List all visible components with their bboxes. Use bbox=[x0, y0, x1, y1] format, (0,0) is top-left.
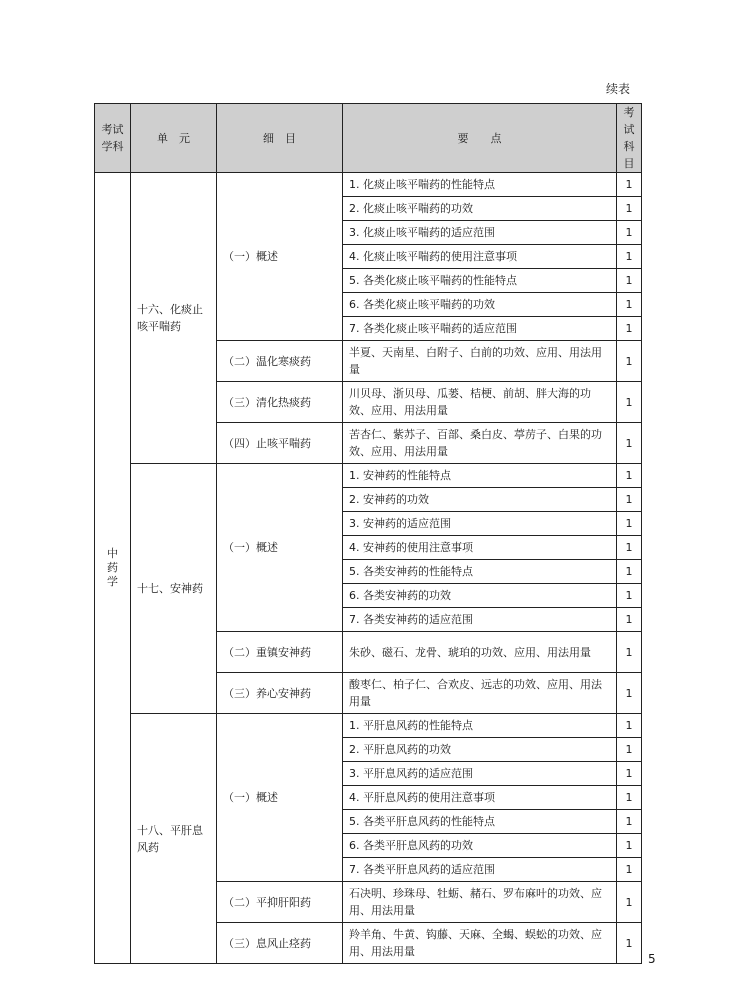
point-cell bbox=[343, 317, 617, 341]
header-unit: 单 元 bbox=[131, 104, 217, 173]
point-cell-text: 6. 各类安神药的功效 bbox=[349, 589, 451, 602]
exam-cell bbox=[617, 382, 642, 423]
exam-cell-text: 1 bbox=[625, 395, 633, 409]
point-cell bbox=[343, 738, 617, 762]
point-cell bbox=[343, 512, 617, 536]
exam-cell bbox=[617, 786, 642, 810]
point-cell bbox=[343, 464, 617, 488]
point-cell bbox=[343, 786, 617, 810]
exam-cell-text: 1 bbox=[625, 178, 633, 191]
unit-cell-text: 十七、安神药 bbox=[137, 582, 203, 595]
exam-cell bbox=[617, 488, 642, 512]
point-cell-text: 7. 各类化痰止咳平喘药的适应范围 bbox=[349, 322, 517, 335]
exam-cell-text: 1 bbox=[625, 436, 633, 450]
exam-cell bbox=[617, 317, 642, 341]
exam-cell-text: 1 bbox=[625, 589, 633, 602]
exam-cell bbox=[617, 512, 642, 536]
exam-cell bbox=[617, 762, 642, 786]
point-cell bbox=[343, 882, 617, 923]
exam-cell bbox=[617, 810, 642, 834]
exam-cell-text: 1 bbox=[625, 613, 633, 626]
item-cell bbox=[217, 714, 343, 882]
unit-cell bbox=[131, 714, 217, 964]
exam-cell-text: 1 bbox=[625, 743, 633, 756]
point-cell-text: 2. 平肝息风药的功效 bbox=[349, 743, 451, 756]
item-cell-text: （一）概述 bbox=[223, 250, 278, 263]
point-cell-text: 2. 化痰止咳平喘药的功效 bbox=[349, 202, 473, 215]
point-cell-text: 5. 各类平肝息风药的性能特点 bbox=[349, 815, 495, 828]
exam-cell-text: 1 bbox=[625, 274, 633, 287]
point-cell bbox=[343, 673, 617, 714]
point-cell-text: 6. 各类平肝息风药的功效 bbox=[349, 839, 473, 852]
exam-cell-text: 1 bbox=[625, 517, 633, 530]
point-cell bbox=[343, 221, 617, 245]
exam-cell bbox=[617, 269, 642, 293]
item-cell bbox=[217, 923, 343, 964]
exam-cell bbox=[617, 221, 642, 245]
exam-cell bbox=[617, 293, 642, 317]
point-cell-text: 6. 各类化痰止咳平喘药的功效 bbox=[349, 298, 495, 311]
table-row bbox=[95, 464, 642, 488]
unit-cell bbox=[131, 173, 217, 464]
syllabus-table bbox=[94, 103, 642, 964]
exam-cell bbox=[617, 173, 642, 197]
point-cell bbox=[343, 269, 617, 293]
point-cell-text: 朱砂、磁石、龙骨、琥珀的功效、应用、用法用量 bbox=[349, 645, 591, 659]
item-cell-text: （一）概述 bbox=[223, 791, 278, 804]
page-number: 5 bbox=[648, 952, 656, 966]
exam-cell-text: 1 bbox=[625, 322, 633, 335]
point-cell bbox=[343, 245, 617, 269]
point-cell-text: 1. 安神药的性能特点 bbox=[349, 469, 451, 482]
exam-cell-text: 1 bbox=[625, 565, 633, 578]
item-cell-text: （二）平抑肝阳药 bbox=[223, 895, 311, 909]
item-cell-text: （三）清化热痰药 bbox=[223, 395, 311, 409]
exam-cell-text: 1 bbox=[625, 493, 633, 506]
point-cell-text: 半夏、天南星、白附子、白前的功效、应用、用法用量 bbox=[349, 346, 602, 376]
table-row bbox=[95, 173, 642, 197]
header-item: 细 目 bbox=[217, 104, 343, 173]
item-cell bbox=[217, 882, 343, 923]
exam-cell bbox=[617, 858, 642, 882]
exam-cell-text: 1 bbox=[625, 226, 633, 239]
point-cell-text: 4. 安神药的使用注意事项 bbox=[349, 541, 473, 554]
exam-cell bbox=[617, 608, 642, 632]
exam-cell bbox=[617, 197, 642, 221]
point-cell-text: 4. 平肝息风药的使用注意事项 bbox=[349, 791, 495, 804]
exam-cell-text: 1 bbox=[625, 863, 633, 876]
exam-cell bbox=[617, 584, 642, 608]
exam-cell-text: 1 bbox=[625, 686, 633, 700]
item-cell bbox=[217, 173, 343, 341]
header-subject: 考试 学科 bbox=[95, 104, 131, 173]
point-cell bbox=[343, 341, 617, 382]
point-cell bbox=[343, 197, 617, 221]
point-cell bbox=[343, 834, 617, 858]
exam-cell-text: 1 bbox=[625, 354, 633, 368]
point-cell-text: 1. 化痰止咳平喘药的性能特点 bbox=[349, 178, 495, 191]
point-cell bbox=[343, 762, 617, 786]
table-body bbox=[95, 173, 642, 964]
item-cell bbox=[217, 673, 343, 714]
point-cell bbox=[343, 714, 617, 738]
exam-cell bbox=[617, 882, 642, 923]
point-cell-text: 7. 各类平肝息风药的适应范围 bbox=[349, 863, 495, 876]
point-cell-text: 3. 平肝息风药的适应范围 bbox=[349, 767, 473, 780]
exam-cell-text: 1 bbox=[625, 469, 633, 482]
exam-cell-text: 1 bbox=[625, 791, 633, 804]
exam-cell-text: 1 bbox=[625, 839, 633, 852]
exam-cell-text: 1 bbox=[625, 767, 633, 780]
point-cell-text: 2. 安神药的功效 bbox=[349, 493, 429, 506]
point-cell-text: 羚羊角、牛黄、钩藤、天麻、全蝎、蜈蚣的功效、应用、用法用量 bbox=[349, 928, 602, 958]
point-cell bbox=[343, 173, 617, 197]
exam-cell-text: 1 bbox=[625, 815, 633, 828]
subject-cell bbox=[95, 173, 131, 964]
point-cell-text: 石决明、珍珠母、牡蛎、赭石、罗布麻叶的功效、应用、用法用量 bbox=[349, 887, 602, 917]
point-cell bbox=[343, 536, 617, 560]
item-cell-text: （四）止咳平喘药 bbox=[223, 436, 311, 450]
item-cell bbox=[217, 464, 343, 632]
exam-cell-text: 1 bbox=[625, 645, 633, 659]
item-cell bbox=[217, 341, 343, 382]
table-row bbox=[95, 714, 642, 738]
exam-cell bbox=[617, 673, 642, 714]
point-cell-text: 苦杏仁、紫苏子、百部、桑白皮、葶苈子、白果的功效、应用、用法用量 bbox=[349, 428, 602, 458]
point-cell-text: 1. 平肝息风药的性能特点 bbox=[349, 719, 473, 732]
point-cell-text: 3. 安神药的适应范围 bbox=[349, 517, 451, 530]
unit-cell bbox=[131, 464, 217, 714]
exam-cell bbox=[617, 341, 642, 382]
exam-cell-text: 1 bbox=[625, 719, 633, 732]
item-cell-text: （二）温化寒痰药 bbox=[223, 354, 311, 368]
unit-cell-text: 十六、化痰止咳平喘药 bbox=[137, 303, 203, 333]
point-cell bbox=[343, 382, 617, 423]
point-cell bbox=[343, 858, 617, 882]
unit-cell-text: 十八、平肝息风药 bbox=[137, 823, 203, 854]
item-cell-text: （三）养心安神药 bbox=[223, 686, 311, 700]
exam-cell bbox=[617, 632, 642, 673]
header-row bbox=[95, 104, 642, 173]
item-cell-text: （一）概述 bbox=[223, 541, 278, 554]
point-cell-text: 4. 化痰止咳平喘药的使用注意事项 bbox=[349, 250, 517, 263]
exam-cell-text: 1 bbox=[625, 936, 633, 950]
point-cell-text: 3. 化痰止咳平喘药的适应范围 bbox=[349, 226, 495, 239]
exam-cell-text: 1 bbox=[625, 202, 633, 215]
exam-cell bbox=[617, 714, 642, 738]
point-cell-text: 酸枣仁、柏子仁、合欢皮、远志的功效、应用、用法用量 bbox=[349, 678, 602, 708]
point-cell-text: 5. 各类化痰止咳平喘药的性能特点 bbox=[349, 274, 517, 287]
point-cell bbox=[343, 810, 617, 834]
exam-cell-text: 1 bbox=[625, 895, 633, 909]
point-cell bbox=[343, 608, 617, 632]
point-cell-text: 川贝母、浙贝母、瓜蒌、桔梗、前胡、胖大海的功效、应用、用法用量 bbox=[349, 387, 591, 417]
exam-cell bbox=[617, 560, 642, 584]
item-cell-text: （三）息风止痉药 bbox=[223, 936, 311, 950]
point-cell bbox=[343, 293, 617, 317]
exam-cell bbox=[617, 423, 642, 464]
item-cell bbox=[217, 632, 343, 673]
exam-cell-text: 1 bbox=[625, 298, 633, 311]
exam-cell-text: 1 bbox=[625, 250, 633, 263]
continued-label: 续表 bbox=[606, 82, 631, 96]
point-cell-text: 7. 各类安神药的适应范围 bbox=[349, 613, 473, 626]
point-cell bbox=[343, 560, 617, 584]
point-cell bbox=[343, 923, 617, 964]
subject-cell-text: 中药学 bbox=[107, 546, 118, 588]
point-cell bbox=[343, 488, 617, 512]
exam-cell bbox=[617, 245, 642, 269]
point-cell bbox=[343, 423, 617, 464]
header-exam: 考试 科目 bbox=[617, 104, 642, 173]
item-cell bbox=[217, 423, 343, 464]
exam-cell bbox=[617, 834, 642, 858]
exam-cell bbox=[617, 536, 642, 560]
item-cell bbox=[217, 382, 343, 423]
exam-cell bbox=[617, 464, 642, 488]
point-cell bbox=[343, 632, 617, 673]
point-cell-text: 5. 各类安神药的性能特点 bbox=[349, 565, 473, 578]
item-cell-text: （二）重镇安神药 bbox=[223, 645, 311, 659]
header-points: 要 点 bbox=[343, 104, 617, 173]
point-cell bbox=[343, 584, 617, 608]
exam-cell bbox=[617, 738, 642, 762]
exam-cell-text: 1 bbox=[625, 541, 633, 554]
exam-cell bbox=[617, 923, 642, 964]
